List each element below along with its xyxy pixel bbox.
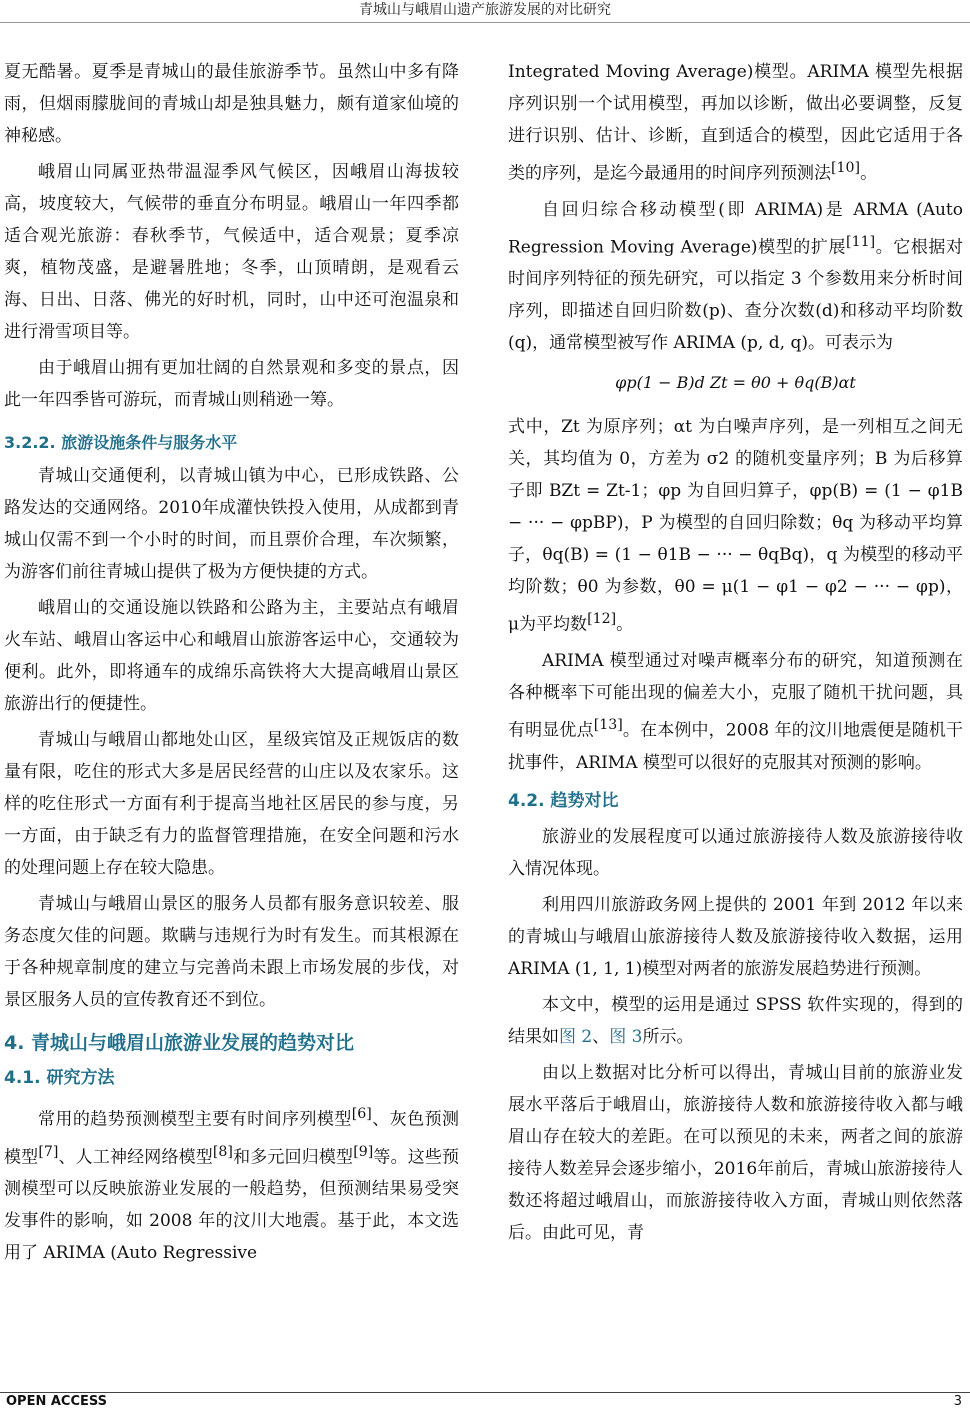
citation: [10] [831, 160, 861, 176]
paragraph: 夏无酷暑。夏季是青城山的最佳旅游季节。虽然山中多有降雨，但烟雨朦胧间的青城山却是独具魅力，颇有道家仙境的神秘感。 [4, 62, 459, 146]
paragraph: 青城山交通便利，以青城山镇为中心，已形成铁路、公路发达的交通网络。2010年成灌快铁投入使用，从成都到青城山仅需不到一个小时的时间，而且票价合理，车次频繁，为游客们前往青城山提供了极为方便快捷的方式。 [4, 466, 459, 582]
text: ARIMA 模型通过对噪声概率分布的研究，知道预测在各种概率下可能出现的偏差大小，克服了随机干扰问题，具有明显优点 [508, 650, 963, 741]
text: 常用的趋势预测模型主要有时间序列模型 [38, 1109, 352, 1130]
paragraph: 峨眉山同属亚热带温湿季风气候区，因峨眉山海拔较高，坡度较大，气候带的垂直分布明显。峨眉山一年四季都适合观光旅游：春秋季节，气候适中，适合观景；夏季凉爽，植物茂盛，是避暑胜地；冬季，山顶晴朗，是观看云海、日出、日落、佛光的好时机，同时，山中还可泡温泉和进行滑雪项目等。 [4, 162, 459, 342]
paragraph [508, 194, 963, 360]
text: 、 [592, 1026, 610, 1047]
citation: [8] [212, 1143, 233, 1160]
section-heading-4-2: 4.2. 趋势对比 [508, 790, 619, 811]
paragraph [508, 645, 963, 779]
figure-3-link[interactable]: 图 3 [609, 1026, 643, 1047]
section-heading-4-1: 4.1. 研究方法 [4, 1068, 115, 1088]
text: 所示。 [642, 1026, 694, 1047]
citation: [13] [593, 716, 623, 733]
text: 式中，Zt 为原序列；αt 为白噪声序列，是一列相互之间无关，其均值为 0，方差为 σ2 的随机变量序列；B 为后移算子即 BZt = Zt-1；φp 为自回归算子，φp(B) = (1 − φ1B − ··· − φpBP)，P 为模型的自回归除数；θq 为移动平均算子，θq(B) = (1 − θ1B − ··· − θqBq)，q 为模型的移动平均阶数；θ0 为参数，θ0 = μ(1 − φ1 − φ2 − ··· − φp)，μ为平均数 [508, 417, 963, 635]
text: 、人工神经网络模型 [58, 1147, 213, 1168]
paragraph [508, 411, 963, 641]
paragraph: 利用四川旅游政务网上提供的 2001 年到 2012 年以来的青城山与峨眉山旅游接待人数及旅游接待收入数据，运用 ARIMA (1, 1, 1)模型对两者的旅游发展趋势进行预测。 [508, 894, 963, 979]
text: 和多元回归模型 [232, 1147, 354, 1168]
text: 等。这些预测模型可以反映旅游业发展的一般趋势，但预测结果易受突发事件的影响，如 2008 年的汶川大地震。基于此，本文选用了 ARIMA (Auto Regressive [4, 1147, 460, 1264]
paragraph: 峨眉山的交通设施以铁路和公路为主，主要站点有峨眉火车站、峨眉山客运中心和峨眉山旅游客运中心，交通较为便利。此外，即将通车的成绵乐高铁将大大提高峨眉山景区旅游出行的便捷性。 [4, 598, 459, 714]
citation: [6] [351, 1106, 372, 1122]
citation: [12] [587, 611, 617, 628]
section-heading-4: 4. 青城山与峨眉山旅游业发展的趋势对比 [4, 1032, 355, 1054]
citation: [7] [38, 1143, 59, 1160]
text: 本文中，模型的运用是通过 SPSS 软件实现的，得到的结果如 [508, 994, 963, 1047]
text: Integrated Moving Average)模型。ARIMA 模型先根据序列识别一个试用模型，再加以诊断，做出必要调整，反复进行识别、估计、诊断，直到适合的模型，因此它适用于各类的序列，是迄今最通用的时间序列预测法 [508, 62, 963, 184]
paragraph: 青城山与峨眉山景区的服务人员都有服务意识较差、服务态度欠佳的问题。欺瞒与违规行为时有发生。而其根源在于各种规章制度的建立与完善尚未跟上市场发展的步伐，对景区服务人员的宣传教育还不到位。 [4, 894, 459, 1010]
section-heading-3-2-2: 3.2.2. 旅游设施条件与服务水平 [4, 433, 238, 452]
paragraph: 由以上数据对比分析可以得出，青城山目前的旅游业发展水平落后于峨眉山，旅游接待人数和旅游接待收入都与峨眉山存在较大的差距。在可以预见的未来，两者之间的旅游接待人数差异会逐步缩小，2016年前后，青城山旅游接待人数还将超过峨眉山，而旅游接待收入方面，青城山则依然落后。由此可见，青 [508, 1062, 963, 1243]
text: 。 [616, 614, 634, 635]
paragraph: 青城山与峨眉山都地处山区，星级宾馆及正规饭店的数量有限，吃住的形式大多是居民经营的山庄以及农家乐。这样的吃住形式一方面有利于提高当地社区居民的参与度，另一方面，由于缺乏有力的监督管理措施，在安全问题和污水的处理问题上存在较大隐患。 [4, 730, 459, 878]
text: 。 [860, 163, 878, 184]
paragraph [508, 56, 963, 190]
paragraph [508, 989, 963, 1053]
citation: [11] [846, 233, 876, 250]
right-column [508, 56, 963, 1253]
running-header: 青城山与峨眉山遗产旅游发展的对比研究 [0, 0, 970, 23]
text: 、灰色预测模型 [4, 1109, 460, 1168]
citation: [9] [353, 1143, 374, 1160]
figure-2-link[interactable]: 图 2 [559, 1026, 593, 1047]
arima-equation: φp(1 − B)d Zt = θ0 + θq(B)αt [615, 373, 856, 393]
open-access-label: OPEN ACCESS [6, 1394, 108, 1409]
paragraph: 旅游业的发展程度可以通过旅游接待人数及旅游接待收入情况体现。 [508, 826, 963, 879]
paragraph [4, 1098, 459, 1269]
left-column [4, 56, 459, 1273]
text: 自回归综合移动模型(即 ARIMA)是 ARMA (Auto Regression Moving Average)模型的扩展 [508, 199, 963, 258]
text: 。它根据对时间序列特征的预先研究，可以指定 3 个参数用来分析时间序列，即描述自回归阶数(p)、查分次数(d)和移动平均阶数(q)，通常模型被写作 ARIMA (p, d, q)。可表示为 [508, 237, 963, 354]
page-number: 3 [953, 1394, 962, 1409]
text: 。在本例中，2008 年的汶川地震便是随机干扰事件，ARIMA 模型可以很好的克服其对预测的影响。 [508, 720, 964, 773]
paragraph: 由于峨眉山拥有更加壮阔的自然景观和多变的景点，因此一年四季皆可游玩，而青城山则稍逊一筹。 [4, 358, 459, 410]
page-footer [0, 1392, 970, 1412]
